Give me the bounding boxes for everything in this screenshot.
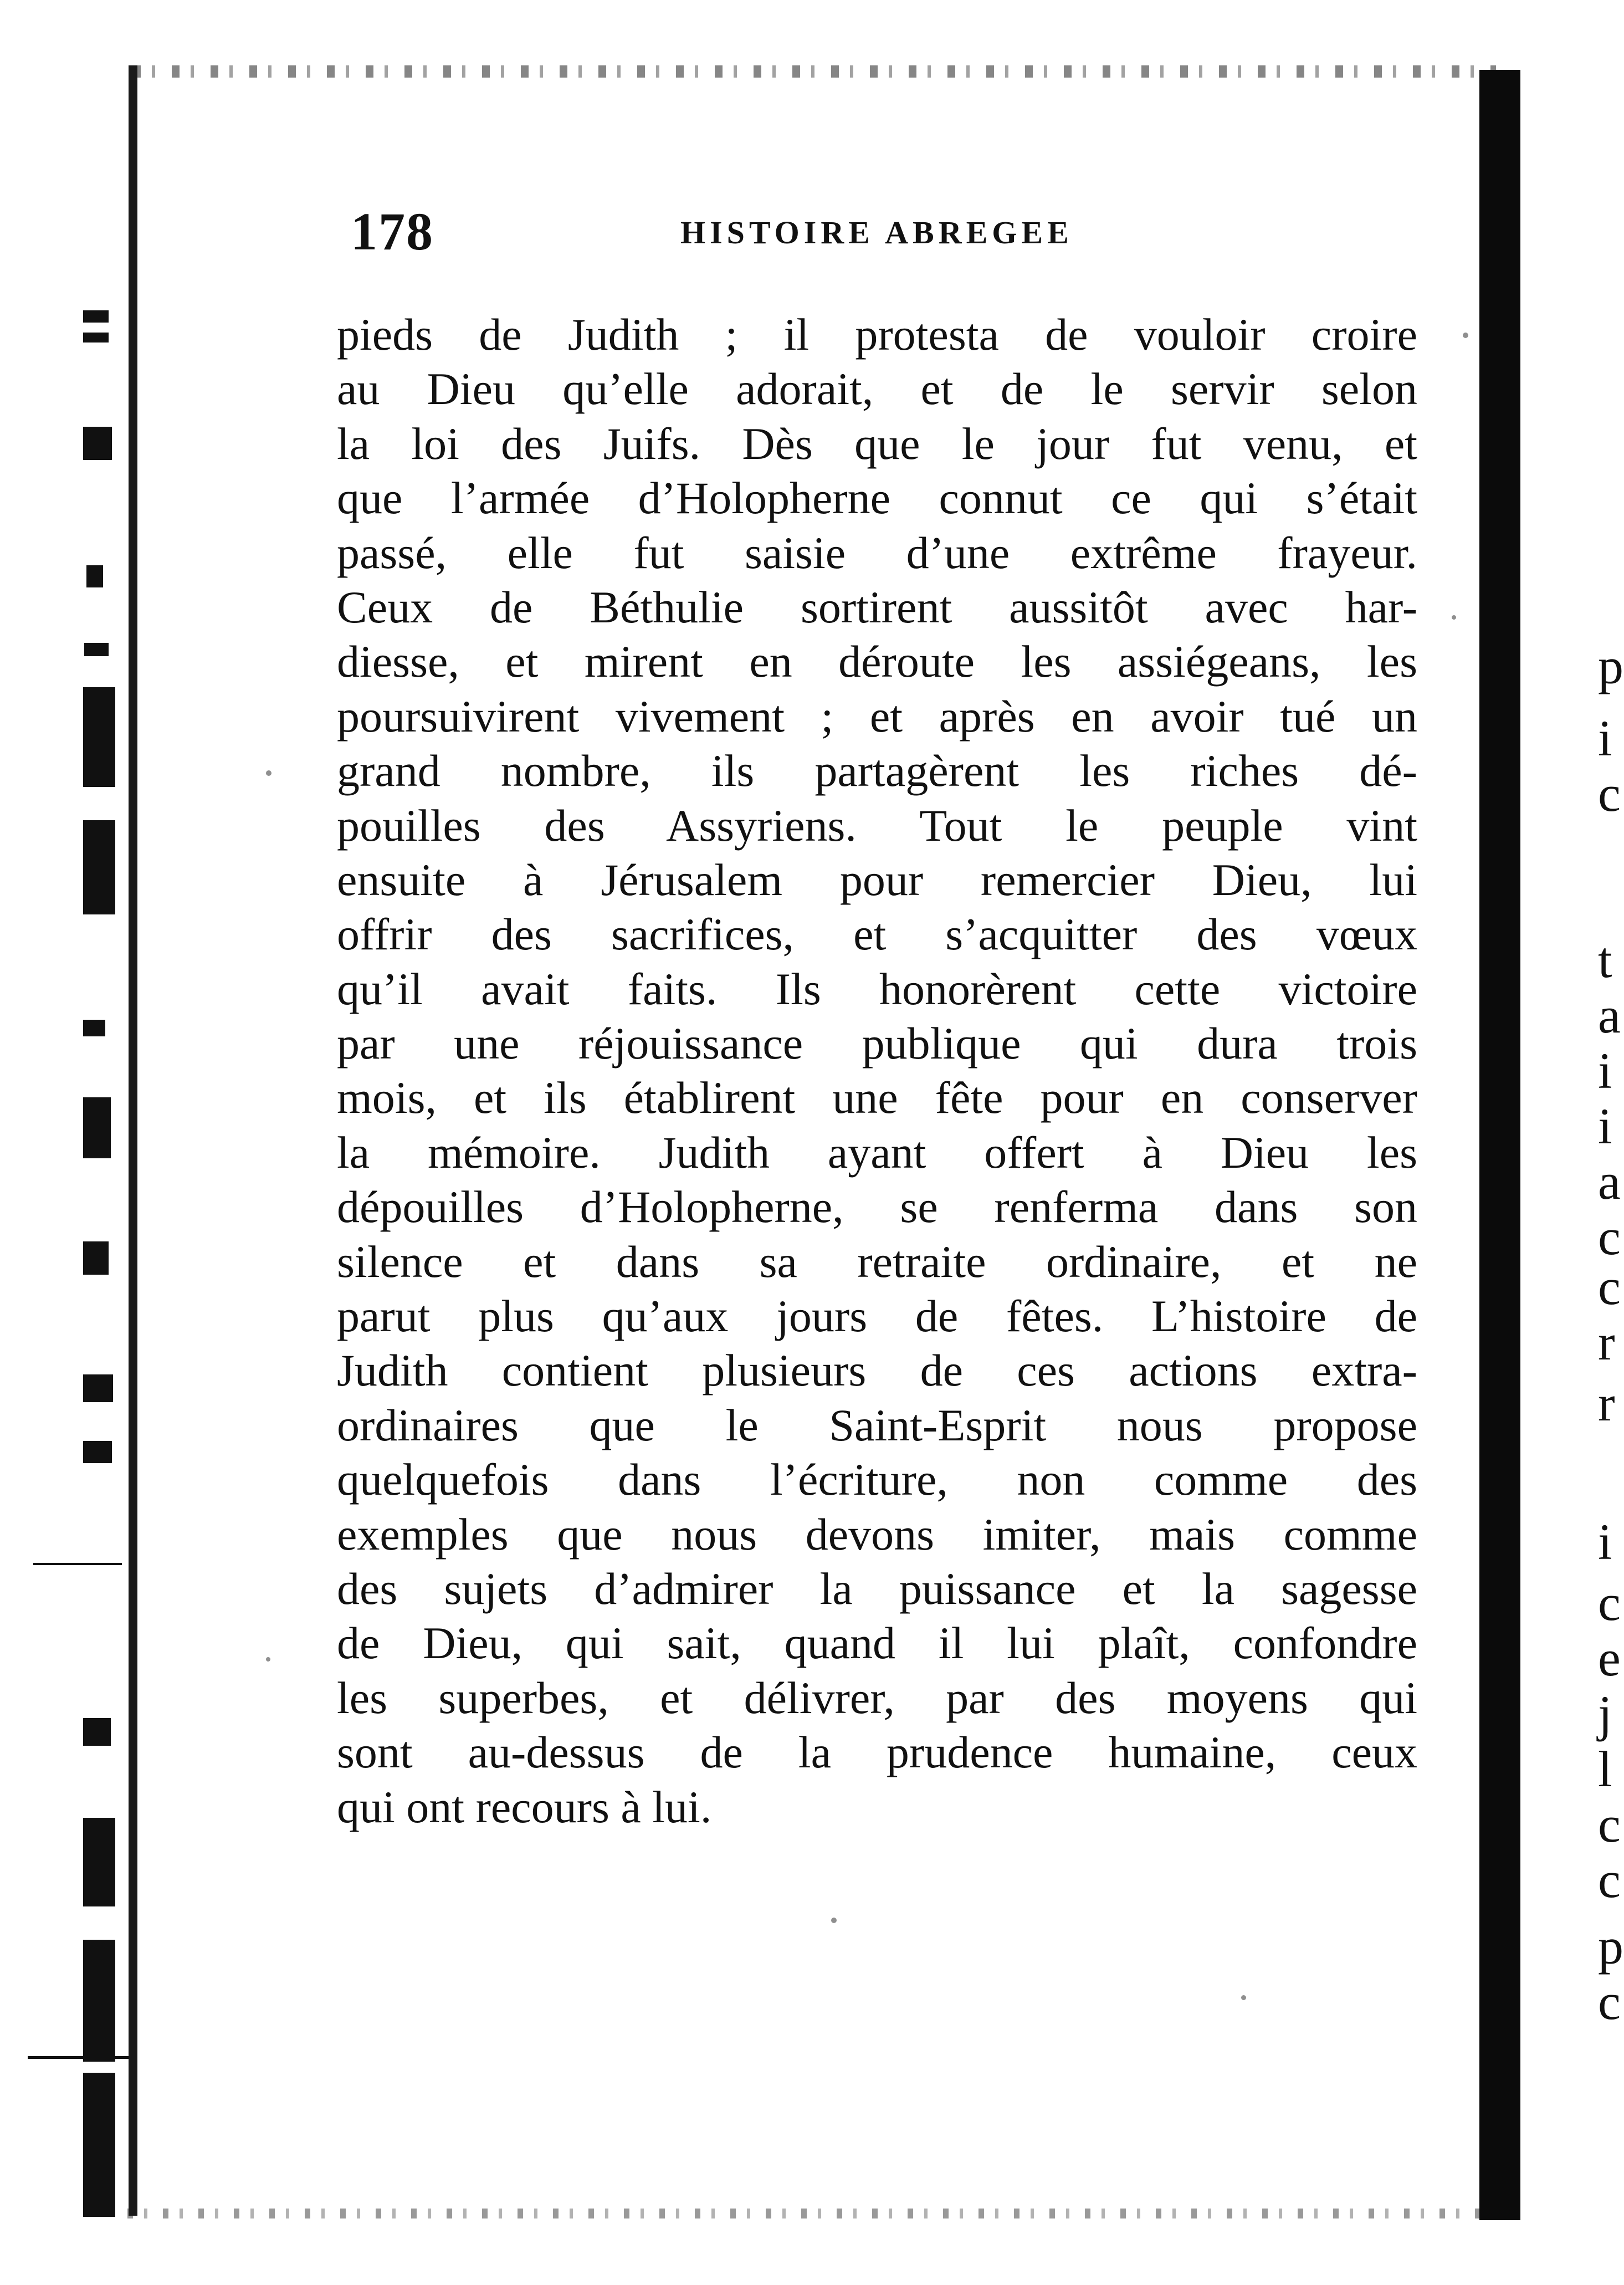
facing-fragment: c: [1598, 1796, 1621, 1853]
facing-fragment: c: [1598, 1209, 1621, 1265]
text-line: pieds de Judith ; il protesta de vouloir croire: [337, 309, 1417, 360]
text-line: ensuite à Jérusalem pour remercier Dieu, lui: [337, 854, 1417, 905]
scan-speck: [266, 770, 271, 776]
text-line: grand nombre, ils partagèrent les riches dé-: [337, 745, 1417, 796]
text-line: Ceux de Béthulie sortirent aussitôt avec har-: [337, 581, 1417, 632]
facing-fragment: r: [1598, 1314, 1615, 1371]
text-line: qu’il avait faits. Ils honorèrent cette victoire: [337, 963, 1417, 1014]
facing-fragment: i: [1598, 1514, 1612, 1570]
text-line: au Dieu qu’elle adorait, et de le servir selon: [337, 364, 1417, 415]
scan-speck: [266, 1657, 270, 1662]
text-line: poursuivirent vivement ; et après en avoir tué un: [337, 691, 1417, 742]
facing-fragment: l: [1598, 1741, 1612, 1797]
facing-fragment: t: [1598, 932, 1612, 988]
scan-speck: [1463, 333, 1468, 338]
facing-fragment: a: [1598, 987, 1621, 1044]
facing-fragment: i: [1598, 1098, 1612, 1154]
scan-speck: [1452, 615, 1456, 620]
text-line: Judith contient plusieurs de ces actions extra-: [337, 1345, 1417, 1396]
body-text: [337, 308, 1417, 1834]
text-line: que l’armée d’Holopherne connut ce qui s’était: [337, 473, 1417, 524]
text-line: parut plus qu’aux jours de fêtes. L’histoire de: [337, 1291, 1417, 1342]
page-number: 178: [351, 202, 434, 261]
scanner-noise-strip: [0, 67, 172, 2217]
facing-fragment: c: [1598, 1575, 1621, 1631]
facing-page-edge: [1520, 70, 1624, 2220]
text-line: exemples que nous devons imiter, mais comme: [337, 1509, 1417, 1560]
text-line: pouilles des Assyriens. Tout le peuple vint: [337, 800, 1417, 851]
text-line: ordinaires que le Saint-Esprit nous propose: [337, 1399, 1417, 1450]
page-left-edge: [129, 65, 137, 2216]
scan-speck: [1241, 1995, 1246, 2000]
facing-fragment: j: [1598, 1685, 1612, 1742]
text-line: quelquefois dans l’écriture, non comme des: [337, 1454, 1417, 1505]
facing-fragment: p: [1598, 1918, 1623, 1975]
scan-edge-top: [133, 65, 1496, 78]
text-line: par une réjouissance publique qui dura trois: [337, 1018, 1417, 1069]
text-line: des sujets d’admirer la puissance et la sagesse: [337, 1563, 1417, 1614]
facing-fragment: i: [1598, 1042, 1612, 1099]
facing-fragment: p: [1598, 638, 1623, 694]
text-line: offrir des sacrifices, et s’acquitter des vœux: [337, 909, 1417, 960]
text-line: de Dieu, qui sait, quand il lui plaît, confondre: [337, 1618, 1417, 1669]
text-line: dépouilles d’Holopherne, se renferma dans son: [337, 1182, 1417, 1233]
scan-edge-bottom: [127, 2209, 1524, 2218]
facing-fragment: c: [1598, 1974, 1621, 2030]
page-header: [351, 201, 1138, 262]
text-line: qui ont recours à lui.: [337, 1781, 712, 1832]
text-line: mois, et ils établirent une fête pour en conserver: [337, 1072, 1417, 1123]
text-line: silence et dans sa retraite ordinaire, et ne: [337, 1236, 1417, 1287]
scan-speck: [831, 1918, 837, 1923]
text-line: sont au-dessus de la prudence humaine, ceux: [337, 1727, 1417, 1778]
text-line: les superbes, et délivrer, par des moyens qui: [337, 1672, 1417, 1723]
text-line: la mémoire. Judith ayant offert à Dieu les: [337, 1127, 1417, 1178]
running-head: HISTOIRE ABREGEE: [680, 214, 1073, 251]
book-gutter-shadow: [1479, 70, 1520, 2220]
facing-fragment: i: [1598, 710, 1612, 766]
text-line: passé, elle fut saisie d’une extrême frayeur.: [337, 527, 1417, 578]
facing-fragment: c: [1598, 1852, 1621, 1908]
facing-fragment: r: [1598, 1375, 1615, 1432]
facing-fragment: c: [1598, 765, 1621, 822]
facing-fragment: c: [1598, 1259, 1621, 1315]
facing-fragment: a: [1598, 1153, 1621, 1210]
facing-fragment: e: [1598, 1630, 1621, 1686]
text-line: diesse, et mirent en déroute les assiégeans, les: [337, 636, 1417, 687]
text-line: la loi des Juifs. Dès que le jour fut venu, et: [337, 418, 1417, 469]
